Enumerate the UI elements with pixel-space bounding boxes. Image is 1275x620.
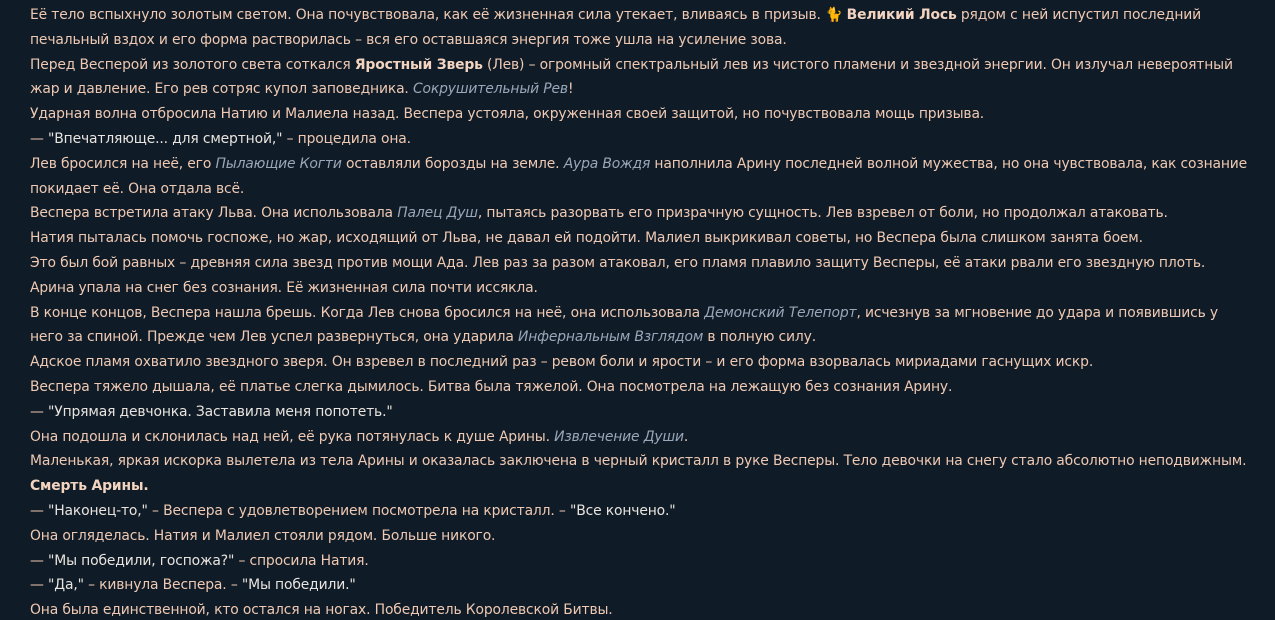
paragraph-17: Она огляделась. Натия и Малиел стояли рядом. Больше никого.: [30, 527, 496, 544]
paragraph-5: Лев бросился на неё, его Пылающие Когти оставляли борозды на земле. Аура Вождя наполнила Арину последней волной мужества, но она чувствовала, как сознание покидает её. Она отдала всё.: [30, 155, 1248, 197]
paragraph-14: Она подошла и склонилась над ней, её рука потянулась к душе Арины. Извлечение Души.: [30, 428, 689, 445]
paragraph-9: Арина упала на снег без сознания. Её жизненная сила почти иссякла.: [30, 279, 538, 296]
paragraph-1: Её тело вспыхнуло золотым светом. Она почувствовала, как её жизненная сила утекает, вливаясь в призыв. 🐈 Великий Лось рядом с ней испустил последний печальный вздох и его форма растворилась – вся его оставшаяся энергия тоже ушла на усиление зова.: [30, 7, 1202, 48]
paragraph-7: Натия пыталась помочь госпоже, но жар, исходящий от Льва, не давал ей подойти. Малиел выкрикивал советы, но Веспера была слишком занята боем.: [30, 230, 1143, 247]
dialogue-quote: "Мы победили.": [241, 577, 356, 594]
bold-name: Великий Лось: [846, 7, 957, 23]
dialogue-quote: "Впечатляюще... для смертной,": [48, 130, 283, 147]
paragraph-20: Она была единственной, кто остался на ногах. Победитель Королевской Битвы.: [30, 602, 613, 619]
bold-name: Яростный Зверь: [354, 56, 483, 73]
ability-name: Пылающие Когти: [215, 155, 342, 172]
paragraph-8: Это был бой равных – древняя сила звезд против мощи Ада. Лев раз за разом атаковал, его пламя плавило защиту Весперы, её атаки рвали его звездную плоть.: [30, 254, 1206, 271]
paragraph-18: — "Мы победили, госпожа?" – спросила Натия.: [30, 552, 369, 569]
dialogue-quote: "Наконец-то,": [48, 502, 148, 519]
ability-name: Демонский Телепорт: [704, 304, 857, 321]
paragraph-16: — "Наконец-то," – Веспера с удовлетворением посмотрела на кристалл. – "Все кончено.": [30, 502, 676, 519]
paragraph-15: Маленькая, яркая искорка вылетела из тела Арины и оказалась заключена в черный кристалл в руке Весперы. Тело девочки на снегу стало абсолютно неподвижным. Смерть Арины.: [30, 453, 1247, 495]
paragraph-3: Ударная волна отбросила Натию и Малиела назад. Веспера устояла, окруженная своей защитой, но почувствовала мощь призыва.: [30, 106, 985, 123]
paragraph-11: Адское пламя охватило звездного зверя. Он взревел в последний раз – ревом боли и ярости – и его форма взорвалась мириадами гаснущих искр.: [30, 354, 1094, 371]
dialogue-quote: "Упрямая девчонка. Заставила меня попотеть.": [48, 403, 393, 420]
paragraph-10: В конце концов, Веспера нашла брешь. Когда Лев снова бросился на неё, она использовала Демонский Телепорт, исчезнув за мгновение до удара и появившись у него за спиной. Прежде чем Лев успел развернуться, она ударила Инфернальным Взглядом в полную силу.: [30, 304, 1218, 346]
dialogue-quote: "Мы победили, госпожа?": [48, 552, 235, 569]
dialogue-quote: "Все кончено.": [569, 502, 676, 519]
ability-name: Палец Душ: [397, 205, 478, 222]
ability-name: Аура Вождя: [563, 155, 651, 172]
ability-name: Инфернальным Взглядом: [517, 329, 704, 346]
paragraph-4: — "Впечатляюще... для смертной," – процедила она.: [30, 130, 411, 147]
paragraph-13: — "Упрямая девчонка. Заставила меня попотеть.": [30, 403, 393, 420]
ability-name: Сокрушительный Рев: [412, 81, 568, 98]
bold-event: Смерть Арины.: [30, 478, 149, 495]
dialogue-quote: "Да,": [48, 577, 84, 594]
ability-name: Извлечение Души: [554, 428, 684, 445]
paragraph-6: Веспера встретила атаку Льва. Она использовала Палец Душ, пытаясь разорвать его призрачную сущность. Лев взревел от боли, но продолжал атаковать.: [30, 205, 1168, 222]
cat-emoji-icon: 🐈: [825, 7, 843, 23]
paragraph-2: Перед Весперой из золотого света соткался Яростный Зверь (Лев) – огромный спектральный лев из чистого пламени и звездной энергии. Он излучал невероятный жар и давление. Его рев сотряс купол заповедника. Сокрушительный Рев!: [30, 56, 1233, 98]
paragraph-12: Веспера тяжело дышала, её платье слегка дымилось. Битва была тяжелой. Она посмотрела на лежащую без сознания Арину.: [30, 378, 953, 395]
paragraph-19: — "Да," – кивнула Веспера. – "Мы победили.": [30, 577, 356, 594]
